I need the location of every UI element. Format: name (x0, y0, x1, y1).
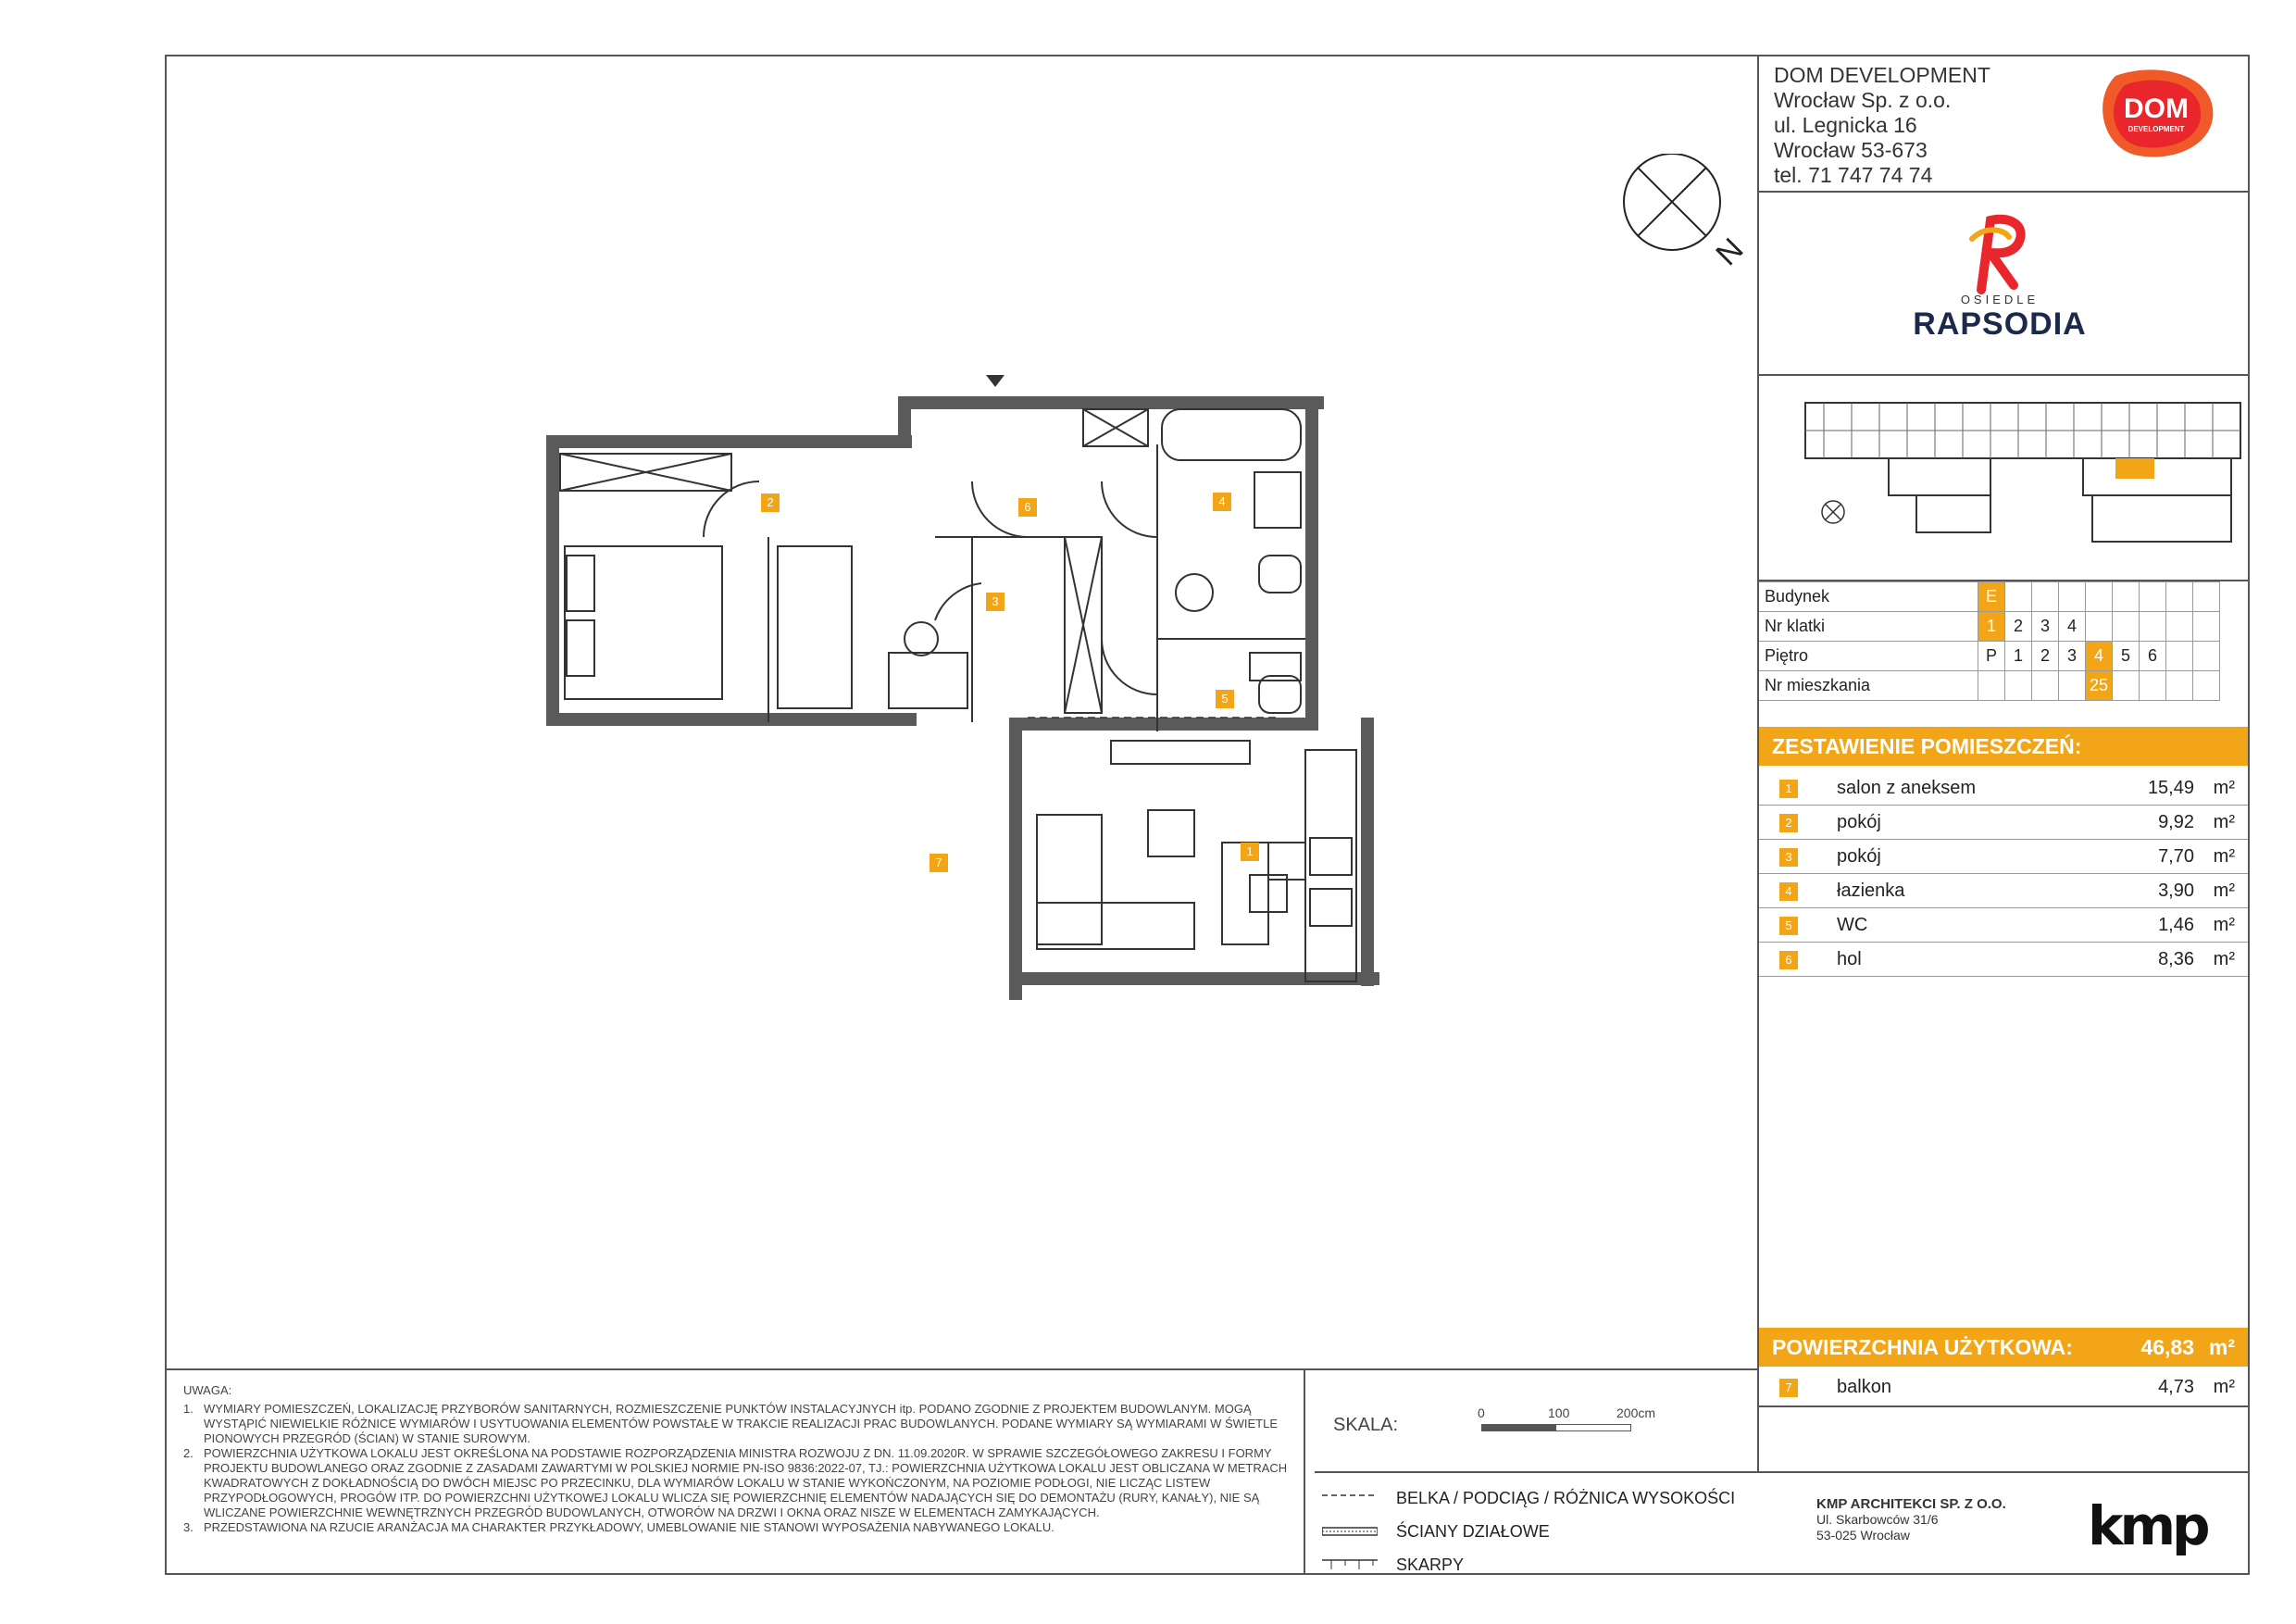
room-unit: m² (2213, 949, 2235, 969)
scale-tick: 200cm (1616, 1405, 1656, 1420)
info-cell (2113, 582, 2140, 612)
info-cell (2032, 671, 2059, 701)
room-unit: m² (2213, 915, 2235, 935)
info-cell: 4 (2059, 612, 2086, 642)
scale-tick: 100 (1548, 1405, 1570, 1420)
divider-estate (1757, 374, 2250, 376)
info-label: Nr mieszkania (1759, 671, 1978, 701)
info-row-apartment (1759, 671, 2220, 701)
room-number-badge: 5 (1779, 917, 1798, 935)
plan-room-label: 2 (761, 493, 780, 512)
note-number: 1. (183, 1402, 193, 1416)
note-text: PRZEDSTAWIONA NA RZUCIE ARANŻACJA MA CHARAKTER PRZYKŁADOWY, UMEBLOWANIE NIE STANOWI WYPOSAŻENIA NABYWANEGO LOKALU. (204, 1520, 1054, 1534)
usable-area-unit: m² (2208, 1335, 2235, 1359)
info-cell: P (1978, 642, 2005, 671)
legend-label: ŚCIANY DZIAŁOWE (1396, 1521, 1550, 1541)
room-row (1759, 943, 2248, 977)
room-row (1759, 771, 2248, 806)
info-row-floor (1759, 642, 2220, 671)
info-cell (2005, 582, 2032, 612)
room-number-badge: 4 (1779, 882, 1798, 901)
company-address (1774, 63, 1990, 188)
info-label: Budynek (1759, 582, 1978, 612)
info-cell: 1 (2005, 642, 2032, 671)
room-row (1759, 840, 2248, 874)
scale-bar (1478, 1405, 1666, 1443)
info-cell: 5 (2113, 642, 2140, 671)
room-area: 8,36 (2158, 949, 2194, 969)
info-cell: E (1978, 582, 2005, 612)
estate-name: RAPSODIA (1913, 306, 2087, 342)
plan-room-label: 7 (930, 854, 948, 872)
room-number-badge: 1 (1779, 780, 1798, 798)
room-name: salon z aneksem (1837, 778, 1977, 798)
room-row (1759, 908, 2248, 943)
info-cell (2140, 582, 2166, 612)
room-name: WC (1837, 915, 1868, 935)
plan-room-label: 1 (1241, 843, 1259, 861)
company-line: tel. 71 747 74 74 (1774, 163, 1933, 187)
kmp-logo: kmp (2088, 1494, 2207, 1557)
company-line: ul. Legnicka 16 (1774, 113, 1917, 137)
usable-area-value: 46,83 (2140, 1335, 2194, 1359)
partition-wall-icon (1322, 1525, 1378, 1538)
divider-footer (165, 1368, 1759, 1370)
dom-logo-text: DOM (2124, 94, 2189, 124)
company-line: Wrocław 53-673 (1774, 138, 1928, 162)
room-name: łazienka (1837, 881, 1905, 901)
room-row (1759, 874, 2248, 908)
rooms-list (1759, 771, 2248, 977)
plan-room-label: 4 (1213, 493, 1231, 511)
north-label: N (1709, 231, 1751, 273)
room-area: 9,92 (2158, 812, 2194, 832)
divider-balkon-bottom (1757, 1405, 2250, 1407)
room-area: 3,90 (2158, 881, 2194, 901)
scale-tick: 0 (1478, 1405, 1485, 1420)
scale-label: SKALA: (1333, 1415, 1399, 1435)
usable-area-bar (1759, 1328, 2248, 1367)
legend-item (1322, 1548, 1735, 1581)
info-cell: 1 (1978, 612, 2005, 642)
info-cell (2166, 582, 2193, 612)
dom-logo-subtext: DEVELOPMENT (2128, 125, 2185, 133)
scale-segment-light (1555, 1424, 1631, 1431)
info-cell (2140, 671, 2166, 701)
room-name: pokój (1837, 812, 1881, 832)
info-cell (2193, 582, 2220, 612)
room-number-badge: 3 (1779, 848, 1798, 867)
info-cell (2140, 612, 2166, 642)
room-number-badge: 7 (1779, 1379, 1798, 1397)
room-number-badge: 2 (1779, 814, 1798, 832)
room-area: 4,73 (2158, 1377, 2194, 1397)
usable-area-label: POWIERZCHNIA UŻYTKOWA: (1772, 1335, 2073, 1359)
rapsodia-r-icon (1963, 211, 2037, 294)
divider-notes (1304, 1368, 1305, 1575)
info-cell (2166, 671, 2193, 701)
info-cell (2113, 612, 2140, 642)
info-cell (2193, 671, 2220, 701)
info-cell (1978, 671, 2005, 701)
info-row-building (1759, 582, 2220, 612)
legend (1322, 1481, 1735, 1581)
site-plan-thumbnail (1796, 394, 2250, 551)
company-line: Wrocław Sp. z o.o. (1774, 88, 1952, 112)
info-cell: 3 (2032, 612, 2059, 642)
info-cell (2059, 582, 2086, 612)
info-label: Piętro (1759, 642, 1978, 671)
info-cell (2166, 612, 2193, 642)
plan-room-label: 3 (986, 593, 1004, 611)
plan-room-label: 5 (1216, 690, 1234, 708)
legend-item (1322, 1515, 1735, 1548)
info-cell: 2 (2032, 642, 2059, 671)
info-cell (2005, 671, 2032, 701)
info-cell: 3 (2059, 642, 2086, 671)
divider-company (1757, 191, 2250, 193)
floor-plan (546, 370, 1491, 1000)
info-table (1759, 581, 2220, 701)
rooms-header: ZESTAWIENIE POMIESZCZEŃ: (1759, 727, 2248, 766)
room-name: hol (1837, 949, 1862, 969)
estate-logo (1907, 211, 2092, 359)
room-unit: m² (2213, 778, 2235, 798)
estate-prefix: OSIEDLE (1960, 293, 2040, 306)
note-text: WYMIARY POMIESZCZEŃ, LOKALIZACJĘ PRZYBORÓW SANITARNYCH, ROZMIESZCZENIE PUNKTÓW INSTALACYJNYCH itp. PODANO ZGODNIE Z PROJEKTEM BUDOWLANYM. MOGĄ WYSTĄPIĆ NIEWIELKIE RÓŻNICE WYMIARÓW I USYTUOWANIA ELEMENTÓW POWSTAŁE W TRAKCIE REALIZACJI PRAC BUDOWLANYCH. PODANE WYMIARY SĄ WYMIARAMI W ŚWIETLE PIONOWYCH PRZEGRÓD (ŚCIAN) W STANIE SUROWYM. (204, 1402, 1279, 1445)
room-row (1759, 806, 2248, 840)
room-area: 7,70 (2158, 846, 2194, 867)
room-name: pokój (1837, 846, 1881, 867)
notes-title: UWAGA: (183, 1383, 232, 1397)
dom-development-logo (2097, 67, 2217, 159)
info-cell (2193, 642, 2220, 671)
info-cell (2086, 582, 2113, 612)
info-cell (2059, 671, 2086, 701)
room-name: balkon (1837, 1377, 1891, 1397)
info-cell (2086, 612, 2113, 642)
room-area: 15,49 (2147, 778, 2194, 798)
info-cell: 2 (2005, 612, 2032, 642)
architect-name: KMP ARCHITEKCI SP. Z O.O. (1816, 1496, 2006, 1512)
north-arrow-icon (1615, 154, 1753, 283)
info-cell (2166, 642, 2193, 671)
legend-item (1322, 1481, 1735, 1515)
info-cell: 4 (2086, 642, 2113, 671)
note-item (183, 1402, 1294, 1446)
legend-label: SKARPY (1396, 1555, 1465, 1574)
info-cell (2113, 671, 2140, 701)
note-number: 3. (183, 1520, 193, 1534)
info-cell (2032, 582, 2059, 612)
dashed-line-icon (1322, 1492, 1378, 1505)
note-item (183, 1520, 1294, 1535)
room-unit: m² (2213, 846, 2235, 867)
scale-segment-dark (1481, 1424, 1555, 1431)
info-label: Nr klatki (1759, 612, 1978, 642)
note-number: 2. (183, 1446, 193, 1460)
info-cell: 25 (2086, 671, 2113, 701)
room-unit: m² (2213, 812, 2235, 832)
room-unit: m² (2213, 1377, 2235, 1397)
room-area: 1,46 (2158, 915, 2194, 935)
plan-room-label: 6 (1018, 498, 1037, 517)
note-text: POWIERZCHNIA UŻYTKOWA LOKALU JEST OKREŚLONA NA PODSTAWIE ROZPORZĄDZENIA MINISTRA ROZWOJU Z DN. 11.09.2020R. W SPRAWIE SZCZEGÓŁOWEGO ZAKRESU I FORMY PROJEKTU BUDOWLANEGO ORAZ ZGODNIE Z ZASADAMI ZAWARTYMI W POLSKIEJ NORMIE PN-ISO 9836:2022-07, TJ.: POWIERZCHNIA UŻYTKOWA LOKALU JEST OBLICZANA W METRACH KWADRATOWYCH Z DOKŁADNOŚCIĄ DO DWÓCH MIEJSC PO PRZECINKU, DLA WYMIARÓW LOKALU W STANIE WYKOŃCZONYM, NA POZIOMIE PODŁOGI, NIE LICZĄC LISTEW PRZYPODŁOGOWYCH, PROGÓW ITP. DO POWIERZCHNI UŻYTKOWEJ LOKALU WLICZA SIĘ POWIERZCHNIĘ ELEMENTÓW NADAJĄCYCH SIĘ DO DEMONTAŻU (RURY, KANAŁY), NIE SĄ WLICZANE POWIERZCHNIE WEWNĘTRZNYCH PRZEGRÓD BUDOWLANYCH, OTWORÓW NA DRZWI I OKNA ORAZ NISZE W ELEMENTACH ZAMYKAJĄCYCH. (204, 1446, 1288, 1519)
notes-block (183, 1383, 1294, 1535)
company-line: DOM DEVELOPMENT (1774, 63, 1990, 87)
slope-icon (1322, 1558, 1378, 1571)
balcony-row (1759, 1370, 2248, 1404)
info-row-staircase (1759, 612, 2220, 642)
room-unit: m² (2213, 881, 2235, 901)
room-number-badge: 6 (1779, 951, 1798, 969)
note-item (183, 1446, 1294, 1520)
legend-label: BELKA / PODCIĄG / RÓŻNICA WYSOKOŚCI (1396, 1488, 1736, 1507)
info-cell: 6 (2140, 642, 2166, 671)
architect-city: 53-025 Wrocław (1816, 1528, 1910, 1543)
info-cell (2193, 612, 2220, 642)
architect-info (1816, 1496, 2006, 1543)
divider-legend (1315, 1471, 2250, 1473)
architect-street: Ul. Skarbowców 31/6 (1816, 1512, 1939, 1527)
